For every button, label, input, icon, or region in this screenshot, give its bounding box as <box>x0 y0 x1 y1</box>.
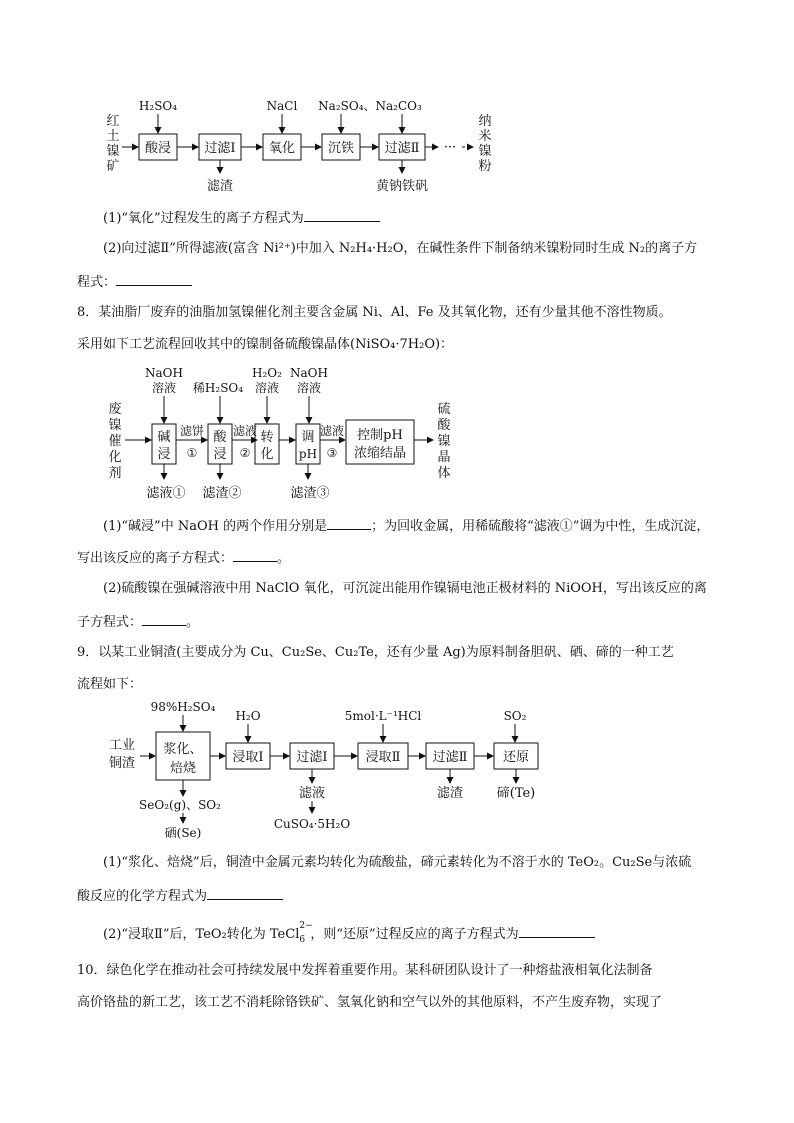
flow2-reagent-naoh: NaOH <box>290 366 328 380</box>
flow2-reagent-h2o2: H₂O₂ <box>252 366 282 380</box>
flow1-jarosite: 黄钠铁矾 <box>375 179 429 194</box>
answer-blank <box>327 515 371 530</box>
flow3-step-label: 浸取Ⅱ <box>365 750 401 765</box>
q8-stem-line1: 8．某油脂厂废弃的油脂加氢镍催化剂主要含金属 Ni、Al、Fe 及其氧化物，还有少量其他不溶性物质。 <box>77 305 672 320</box>
flow3-se: 硒(Se) <box>164 826 202 840</box>
flow2-reagent-h2so4: 稀H₂SO₄ <box>192 381 244 395</box>
flow2-step-label: 浓缩结晶 <box>353 446 407 461</box>
q8-part2-line1: (2)硫酸镍在强碱溶液中用 NaClO 氧化，可沉淀出能用作镍镉电池正极材料的 NiOOH，写出该反应的离 <box>103 581 707 596</box>
q9-part2 <box>103 923 595 945</box>
flow1-residue: 滤渣 <box>206 179 234 194</box>
flow2-link-label: ① <box>186 446 198 460</box>
flow1-step-label: 过滤Ⅱ <box>384 141 420 156</box>
flow2-end-char: 晶 <box>437 450 451 465</box>
flow2-start-char: 化 <box>108 450 122 465</box>
flow3-cuso4: CuSO₄·5H₂O <box>273 817 351 831</box>
q9-part2-text: ，则“还原”过程反应的离子方程式为 <box>310 927 519 942</box>
q8-stem-line2: 采用如下工艺流程回收其中的镍制备硫酸镍晶体(NiSO₄·7H₂O)： <box>77 337 454 352</box>
flow2-link-label: ③ <box>326 446 338 460</box>
flow2-link-label: 滤液 <box>232 424 258 438</box>
q9-part1-line1: (1)“浆化、焙烧”后，铜渣中金属元素均转化为硫酸盐，碲元素转化为不溶于水的 TeO₂。Cu₂Se与浓硫 <box>103 855 692 870</box>
flow2-link-label: 滤饼 <box>179 424 205 438</box>
flow1-step-label: 过滤Ⅰ <box>204 141 236 156</box>
flow3-filtrate: 滤液 <box>298 786 326 801</box>
flow2-end-char: 体 <box>437 466 451 481</box>
flow3-reagent-h2o: H₂O <box>235 709 261 723</box>
flowchart-3 <box>100 697 550 842</box>
answer-blank <box>304 207 380 222</box>
flow2-step-label: 碱 <box>157 430 171 445</box>
flow1-start-char: 镍 <box>106 144 120 159</box>
flow2-reagent-naoh: 溶液 <box>296 381 322 395</box>
flow1-end-char: 纳 <box>478 114 492 129</box>
flow2-link-label: ② <box>239 446 251 460</box>
q7-part2-line1: (2)向过滤Ⅱ”所得滤液(富含 Ni²⁺)中加入 N₂H₄·H₂O，在碱性条件下制备纳米镍粉同时生成 N₂的离子方 <box>103 241 698 256</box>
flow2-link-label: 滤液 <box>319 424 345 438</box>
q8-part1-line2 <box>77 547 290 569</box>
flow2-step-label: 浸 <box>213 447 227 462</box>
flow1-start-char: 红 <box>106 114 120 129</box>
flowchart-2 <box>100 365 470 505</box>
flow2-step-label: 浸 <box>157 447 171 462</box>
flow1-reagent-na2so4-na2co3: Na₂SO₄、Na₂CO₃ <box>318 99 422 113</box>
q8-part1-text: ；为回收金属，用稀硫酸将“滤液①”调为中性，生成沉淀， <box>371 519 710 534</box>
q9-part2-text: (2)“浸取Ⅱ”后，TeO₂转化为 TeCl <box>103 927 300 942</box>
flow3-reagent-hcl: 5mol·L⁻¹HCl <box>344 709 422 723</box>
flow2-start-char: 催 <box>108 434 122 449</box>
flow2-step-label: pH <box>298 447 318 461</box>
flow2-start-char: 废 <box>108 402 122 417</box>
answer-blank <box>233 547 277 562</box>
flow3-residue: 滤渣 <box>436 786 464 801</box>
q9-part1-line2 <box>77 885 283 907</box>
flow2-end-char: 酸 <box>437 418 451 433</box>
q8-part2-text: 子方程式： <box>77 615 143 630</box>
flow2-reagent-naoh: 溶液 <box>151 381 177 395</box>
q9-stem-line2: 流程如下： <box>77 677 143 692</box>
flow1-reagent-nacl: NaCl <box>266 99 298 113</box>
answer-blank <box>207 885 283 900</box>
flow1-reagent-h2so4: H₂SO₄ <box>138 99 178 113</box>
flow1-step-label: 沉铁 <box>327 141 355 156</box>
flow2-residue: 滤渣③ <box>290 486 330 501</box>
flow2-reagent-h2o2: 溶液 <box>254 381 280 395</box>
flow1-step-label: 氧化 <box>268 141 296 156</box>
flow2-residue: 滤液① <box>146 486 186 501</box>
flow3-te: 碲(Te) <box>496 786 536 801</box>
q9-stem-line1: 9．以某工业铜渣(主要成分为 Cu、Cu₂Se、Cu₂Te，还有少量 Ag)为原料制备胆矾、硒、碲的一种工艺 <box>77 645 674 660</box>
q10-stem-line1: 10．绿色化学在推动社会可持续发展中发挥着重要作用。某科研团队设计了一种熔盐液相氧化法制备 <box>77 963 653 978</box>
ion-subscript: 6 <box>299 935 306 945</box>
flow3-start-line: 铜渣 <box>108 756 136 771</box>
flow3-step-label: 过滤Ⅰ <box>296 750 328 765</box>
q9-part1-text: 酸反应的化学方程式为 <box>77 889 208 904</box>
q8-part2-line2 <box>77 611 199 633</box>
flow3-step-label: 过滤Ⅱ <box>432 750 468 765</box>
flowchart-1 <box>95 95 515 195</box>
flow2-step-label: 化 <box>260 447 274 462</box>
flow3-step-label: 还原 <box>502 750 530 765</box>
flow3-reagent-so2: SO₂ <box>503 709 527 723</box>
flow2-step-label: 转 <box>260 430 274 445</box>
flow2-step-label: 调 <box>301 430 315 445</box>
q8-part2-text: 。 <box>186 615 200 630</box>
q8-part1-text: 写出该反应的离子方程式： <box>77 551 234 566</box>
flow2-step-label: 控制pH <box>357 428 403 443</box>
flow2-end-char: 镍 <box>437 434 451 449</box>
answer-blank <box>116 271 192 286</box>
flow3-step-label: 焙烧 <box>169 761 197 776</box>
flow3-reagent-h2so4: 98%H₂SO₄ <box>150 700 216 714</box>
q10-stem-line2: 高价铬盐的新工艺，该工艺不消耗除铬铁矿、氢氧化钠和空气以外的其他原料，不产生废弃物，实现了 <box>77 995 663 1010</box>
q8-part1-text: (1)“碱浸”中 NaOH 的两个作用分别是 <box>103 519 328 534</box>
q8-part1-line1 <box>103 515 709 537</box>
flow3-step-label: 浸取Ⅰ <box>232 750 264 765</box>
flow1-end-char: 粉 <box>478 159 492 174</box>
flow1-end-char: 镍 <box>478 144 492 159</box>
flow3-gases: SeO₂(g)、SO₂ <box>139 798 221 812</box>
flow2-start-char: 剂 <box>108 466 122 481</box>
flow2-residue: 滤渣② <box>202 486 242 501</box>
flow2-start-char: 镍 <box>108 418 122 433</box>
flow2-reagent-naoh: NaOH <box>145 366 183 380</box>
flow1-ellipsis: ··· <box>443 140 457 155</box>
flow1-start-char: 土 <box>106 129 120 144</box>
flow1-end-char: 米 <box>478 129 492 144</box>
q7-part2-line2 <box>77 271 192 293</box>
q7-part2-line2-text: 程式： <box>77 275 117 290</box>
flow3-step-label: 浆化、 <box>163 742 203 757</box>
flow1-step-label: 酸浸 <box>144 141 172 156</box>
flow2-step-label: 酸 <box>213 430 227 445</box>
q7-part1-text: (1)“氧化”过程发生的离子方程式为 <box>103 211 304 226</box>
answer-blank <box>519 923 595 938</box>
q8-part1-text: 。 <box>277 551 291 566</box>
q7-part1 <box>103 207 380 229</box>
flow3-start-line: 工业 <box>108 738 136 753</box>
answer-blank <box>142 611 186 626</box>
teCl6-ion-charge <box>299 921 313 945</box>
flow2-end-char: 硫 <box>437 402 451 417</box>
ion-charge: 2− <box>299 921 313 931</box>
flow1-start-char: 矿 <box>106 159 120 174</box>
